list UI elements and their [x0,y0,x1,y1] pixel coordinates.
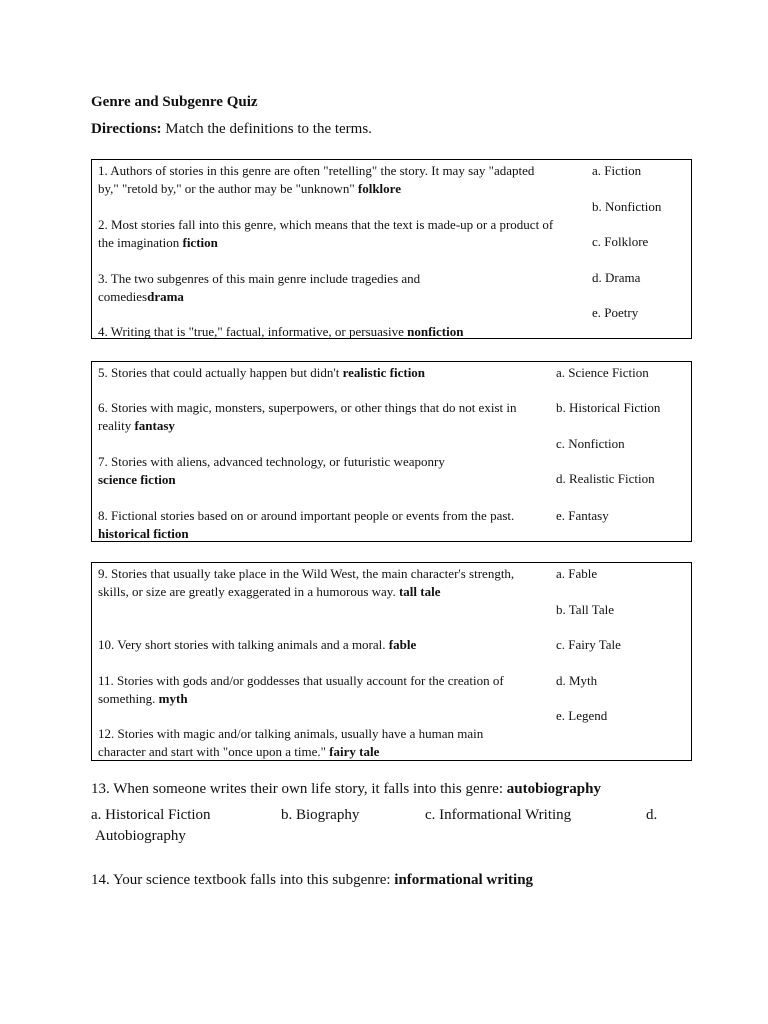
directions [91,121,372,138]
choice-13a: a. Historical Fiction [91,807,211,823]
option-3c: c. Fairy Tale [556,637,621,652]
answer-12: fairy tale [329,744,380,759]
option-1c: c. Folklore [592,234,649,249]
choice-13d: d. [646,807,658,823]
option-1a: a. Fiction [592,163,642,178]
question-8: 8. Fictional stories based on or around important people or events from the past. historical fiction [98,508,515,541]
option-2c: c. Nonfiction [556,436,625,451]
matching-section-2 [91,361,692,542]
answer-3: drama [147,289,184,304]
directions-text: Match the definitions to the terms. [161,121,372,137]
directions-label: Directions: [91,121,162,137]
question-7: 7. Stories with aliens, advanced technology, or futuristic weaponry science fiction [98,454,445,487]
question-2: 2. Most stories fall into this genre, which means that the text is made-up or a product of the imagination fiction [98,217,554,250]
quiz-title: Genre and Subgenre Quiz [91,94,258,110]
choice-13c: c. Informational Writing [425,807,572,823]
answer-6: fantasy [134,418,175,433]
option-3a: a. Fable [556,566,598,581]
matching-section-1 [91,159,692,339]
answer-5: realistic fiction [342,365,426,380]
question-4: 4. Writing that is "true," factual, informative, or persuasive nonfiction [98,324,464,339]
option-2a: a. Science Fiction [556,365,649,380]
answer-8: historical fiction [98,526,189,541]
option-3d: d. Myth [556,673,598,688]
question-14: 14. Your science textbook falls into this subgenre: informational writing [91,872,534,888]
choice-13d-text: Autobiography [95,828,186,844]
answer-4: nonfiction [407,324,464,339]
question-12: 12. Stories with magic and/or talking animals, usually have a human main character and start with "once upon a time." fairy tale [98,726,484,759]
option-2e: e. Fantasy [556,508,609,523]
question-3: 3. The two subgenres of this main genre include tragedies and comediesdrama [98,271,421,304]
option-1d: d. Drama [592,270,641,285]
option-1e: e. Poetry [592,305,639,320]
answer-7: science fiction [98,472,176,487]
question-13: 13. When someone writes their own life story, it falls into this genre: autobiography [91,781,601,797]
question-5: 5. Stories that could actually happen but didn't realistic fiction [98,365,426,380]
option-3e: e. Legend [556,708,608,723]
question-10: 10. Very short stories with talking animals and a moral. fable [98,637,417,652]
choice-13b: b. Biography [281,807,360,823]
question-1: 1. Authors of stories in this genre are often "retelling" the story. It may say "adapted by," "retold by," or the author may be "unknown" folklore [98,163,535,196]
question-6: 6. Stories with magic, monsters, superpowers, or other things that do not exist in reality fantasy [98,400,517,433]
option-2d: d. Realistic Fiction [556,471,655,486]
answer-9: tall tale [398,584,441,599]
question-9: 9. Stories that usually take place in the Wild West, the main character's strength, skills, or size are greatly exaggerated in a humorous way. tall tale [98,566,515,599]
answer-1: folklore [357,181,401,196]
option-2b: b. Historical Fiction [556,400,661,415]
answer-11: myth [158,691,188,706]
answer-10: fable [388,637,417,652]
answer-2: fiction [182,235,218,250]
matching-section-3 [91,562,692,761]
option-1b: b. Nonfiction [592,199,662,214]
option-3b: b. Tall Tale [556,602,614,617]
question-11: 11. Stories with gods and/or goddesses that usually account for the creation of something. myth [98,673,504,706]
answer-14: informational writing [394,872,534,888]
answer-13: autobiography [506,781,601,797]
